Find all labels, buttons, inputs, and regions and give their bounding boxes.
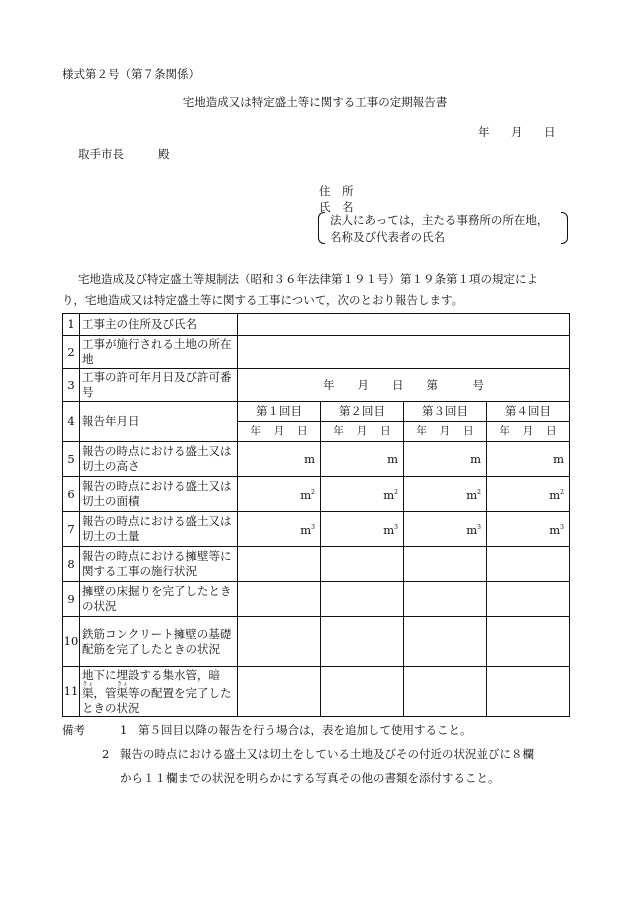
report-date-cell[interactable]: 年 月 日 [404, 422, 487, 442]
volume-cell[interactable]: $m^3$ [238, 512, 321, 547]
row-number: 10 [63, 617, 80, 667]
addressee-name: 取手市長 [78, 147, 124, 161]
report-date-cell[interactable]: 年 月 日 [487, 422, 570, 442]
body-text-line1: 宅地造成及び特定盛土等規制法（昭和３６年法律第１９１号）第１９条第１項の規定によ [78, 272, 538, 286]
input-cell[interactable] [487, 617, 570, 667]
table-row [63, 442, 570, 477]
row-label: 工事が施行される土地の所在地 [80, 336, 238, 369]
report-date-cell[interactable]: 年 月 日 [238, 422, 321, 442]
row-number: 6 [63, 477, 80, 512]
report-table [62, 313, 570, 717]
date-year: 年 [478, 125, 490, 139]
remark-item-2-cont: から１１欄までの状況を明らかにする写真その他の書類を添付すること。 [120, 771, 500, 785]
row-label: 報告の時点における盛土又は切土の高さ [80, 442, 238, 477]
row-label: 地下に埋設する集水管，暗渠きょ，管渠きょ等の配置を完了したときの状況 [80, 667, 238, 717]
input-cell[interactable] [238, 617, 321, 667]
table-row [63, 547, 570, 582]
row-number: 8 [63, 547, 80, 582]
corp-note-line2: 名称及び代表者の氏名 [330, 230, 445, 244]
height-cell[interactable]: m [238, 442, 321, 477]
height-cell[interactable]: m [321, 442, 404, 477]
input-cell[interactable] [238, 667, 321, 717]
input-cell[interactable] [404, 667, 487, 717]
address-label: 住 所 [319, 184, 354, 198]
input-cell[interactable] [487, 547, 570, 582]
table-row [63, 667, 570, 717]
input-cell[interactable] [238, 582, 321, 617]
table-row [63, 369, 570, 402]
row-label: 擁壁の床掘りを完了したときの状況 [80, 582, 238, 617]
table-row [63, 582, 570, 617]
row-label: 報告の時点における盛土又は切土の面積 [80, 477, 238, 512]
volume-cell[interactable]: $m^3$ [321, 512, 404, 547]
row-label: 報告年月日 [80, 402, 238, 442]
table-row [63, 336, 570, 369]
round-header: 第１回目 [238, 402, 321, 422]
input-cell[interactable] [321, 582, 404, 617]
row-number: 1 [63, 314, 80, 336]
row-number: 7 [63, 512, 80, 547]
table-row [63, 617, 570, 667]
row-label: 工事の許可年月日及び許可番号 [80, 369, 238, 402]
input-cell[interactable] [238, 314, 570, 336]
volume-cell[interactable]: $m^3$ [404, 512, 487, 547]
input-cell[interactable] [238, 336, 570, 369]
area-cell[interactable]: $m^2$ [404, 477, 487, 512]
document-title: 宅地造成又は特定盛土等に関する工事の定期報告書 [182, 95, 448, 109]
input-cell[interactable] [487, 582, 570, 617]
form-number: 様式第２号（第７条関係） [62, 67, 200, 81]
area-cell[interactable]: $m^2$ [487, 477, 570, 512]
round-header: 第４回目 [487, 402, 570, 422]
right-bracket [561, 212, 568, 244]
row-label: 報告の時点における擁壁等に関する工事の施行状況 [80, 547, 238, 582]
row-number: 9 [63, 582, 80, 617]
addressee [78, 146, 170, 162]
input-cell[interactable] [238, 547, 321, 582]
height-cell[interactable]: m [404, 442, 487, 477]
honorific: 殿 [158, 147, 170, 161]
table-row [63, 512, 570, 547]
area-cell[interactable]: $m^2$ [321, 477, 404, 512]
date-line [478, 124, 577, 140]
body-text-line2: り，宅地造成又は特定盛土等に関する工事について，次のとおり報告します。 [62, 293, 464, 307]
name-label: 氏 名 [319, 200, 354, 214]
date-day: 日 [544, 125, 556, 139]
table-row [63, 477, 570, 512]
area-cell[interactable]: $m^2$ [238, 477, 321, 512]
row-label: 鉄筋コンクリート擁壁の基礎配筋を完了したときの状況 [80, 617, 238, 667]
table-row [63, 402, 570, 422]
row-label: 報告の時点における盛土又は切土の土量 [80, 512, 238, 547]
left-bracket [318, 212, 325, 244]
input-cell[interactable] [404, 547, 487, 582]
round-header: 第２回目 [321, 402, 404, 422]
row-number: 11 [63, 667, 80, 717]
round-header: 第３回目 [404, 402, 487, 422]
input-cell[interactable] [404, 617, 487, 667]
input-cell[interactable] [487, 667, 570, 717]
input-cell[interactable] [321, 617, 404, 667]
volume-cell[interactable]: $m^3$ [487, 512, 570, 547]
remark-item-1: 1 第５回目以降の報告を行う場合は，表を追加して使用すること。 [120, 723, 472, 737]
row-number: 2 [63, 336, 80, 369]
row-number: 3 [63, 369, 80, 402]
row-label: 工事主の住所及び氏名 [80, 314, 238, 336]
remarks-label: 備考 [62, 723, 85, 737]
permit-cell[interactable]: 年 月 日 第 号 [238, 369, 570, 402]
date-month: 月 [511, 125, 523, 139]
height-cell[interactable]: m [487, 442, 570, 477]
table-row [63, 314, 570, 336]
row-number: 5 [63, 442, 80, 477]
input-cell[interactable] [321, 547, 404, 582]
input-cell[interactable] [404, 582, 487, 617]
corp-note-line1: 法人にあっては，主たる事務所の所在地， [330, 213, 549, 227]
row-number: 4 [63, 402, 80, 442]
remark-item-2: 2 報告の時点における盛土又は切土をしている土地及びその付近の状況並びに８欄 [102, 747, 534, 761]
input-cell[interactable] [321, 667, 404, 717]
corporation-note [318, 211, 568, 245]
report-date-cell[interactable]: 年 月 日 [321, 422, 404, 442]
